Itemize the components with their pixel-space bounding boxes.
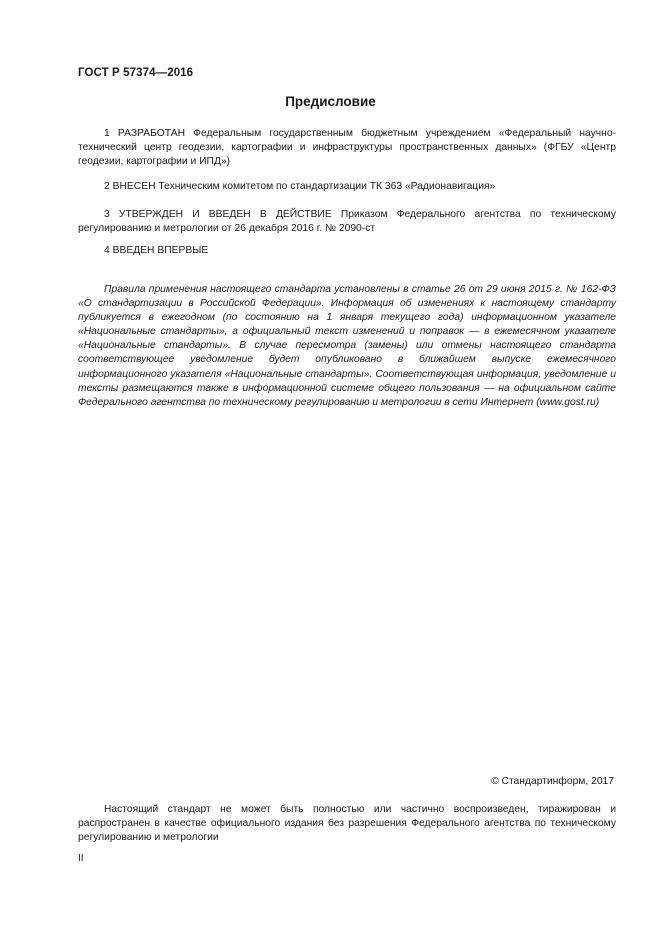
paragraph-approved: 3 УТВЕРЖДЕН И ВВЕДЕН В ДЕЙСТВИЕ Приказом Федерального агентства по техническому регулированию и метрологии от 26 декабря 2016 г. № 2090-ст bbox=[78, 209, 616, 235]
paragraph-first-introduced: 4 ВВЕДЕН ВПЕРВЫЕ bbox=[104, 245, 209, 256]
reproduction-notice: Настоящий стандарт не может быть полностью или частично воспроизведен, тиражирован и распространен в качестве официального издания без разрешения Федерального агентства по техническому регулированию и метрологии bbox=[78, 804, 616, 844]
page-title: Предисловие bbox=[285, 94, 376, 109]
paragraph-developed-by: 1 РАЗРАБОТАН Федеральным государственным бюджетным учреждением «Федеральный научно-технический центр геодезии, картографии и инфраструктуры пространственных данных» (ФГБУ «Центр геодезии, картографии и ИПД») bbox=[78, 128, 616, 168]
standard-code: ГОСТ Р 57374—2016 bbox=[78, 67, 194, 79]
paragraph-submitted-by: 2 ВНЕСЕН Техническим комитетом по стандартизации ТК 363 «Радионавигация» bbox=[104, 181, 496, 192]
page-number: II bbox=[78, 853, 84, 864]
copyright: © Стандартинформ, 2017 bbox=[491, 776, 614, 787]
application-rules-note: Правила применения настоящего стандарта установлены в статье 26 от 29 июня 2015 г. № 162-ФЗ «О стандартизации в Российской Федерации». Информация об изменениях к настоящему стандарту публикуется в ежегодном (по состоянию на 1 января текущего года) информационном указателе «Национальные стандарты», а официальный текст изменений и поправок — в ежемесячном указателе «Национальные стандарты». В случае пересмотра (замены) или отмены настоящего стандарта соответствующее уведомление будет опубликовано в ближайшем выпуске ежемесячного информационного указателя «Национальные стандарты». Соответствующая информация, уведомление и тексты размещаются также в информационной системе общего пользования — на официальном сайте Федерального агентства по техническому регулированию и метрологии в сети Интернет (www.gost.ru) bbox=[78, 284, 616, 408]
